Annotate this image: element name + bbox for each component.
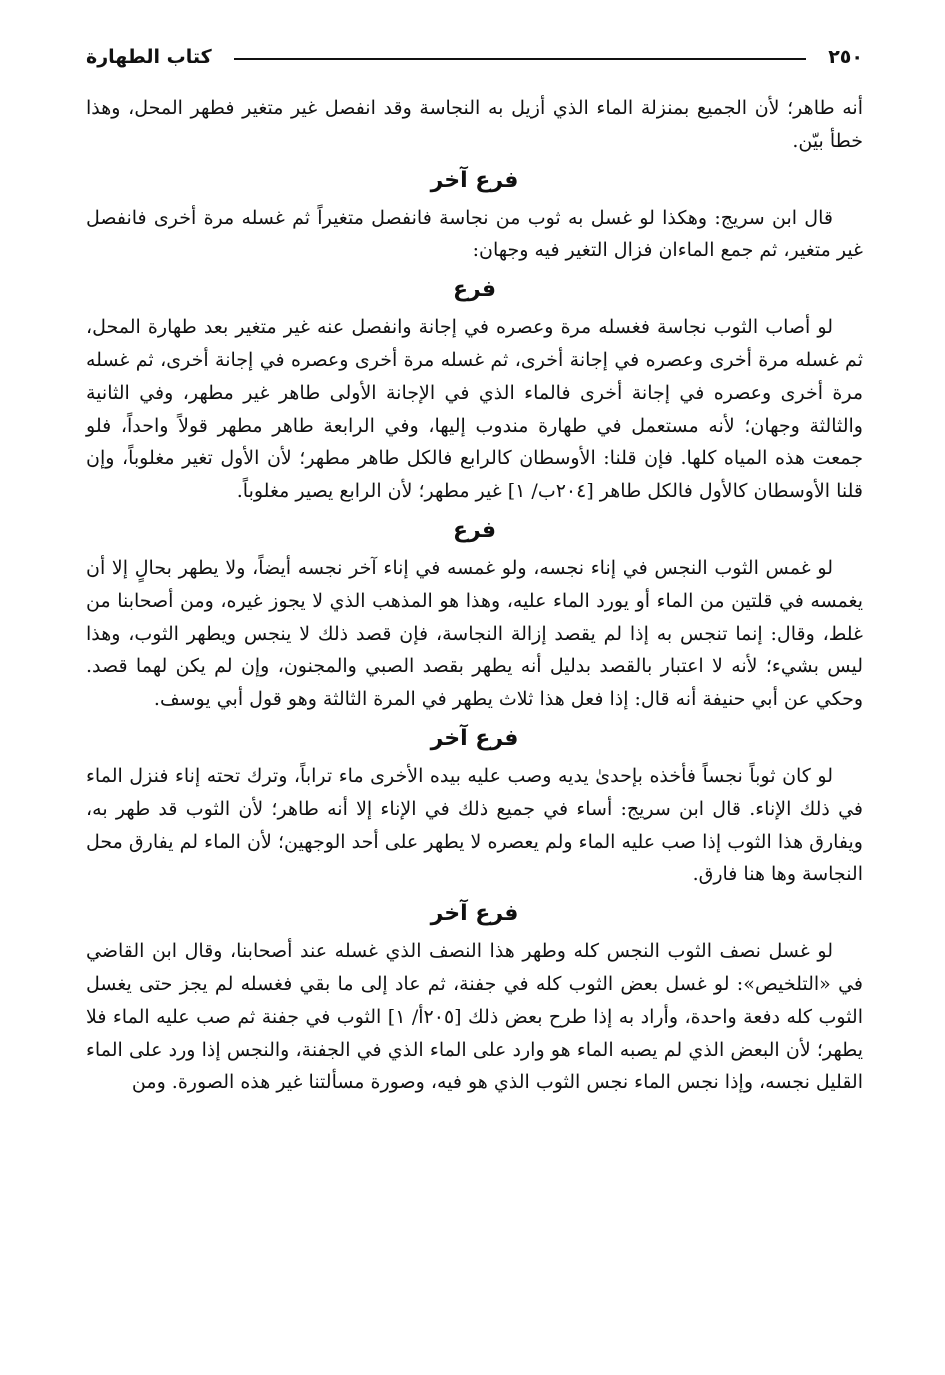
section-heading: فرع آخر	[430, 901, 519, 927]
paragraph: لو غسل نصف الثوب النجس كله وطهر هذا النصف الذي غسله عند أصحابنا، وقال ابن القاضي في «التلخيص»: لو غسل بعض الثوب كله في جفنة، ثم عاد إلى ما بقي فغسله لم يجز حتى يغسل الثوب كله دفعة واحدة، وأراد به إذا طرح بعض ذلك [٢٠٥أ/ ١] الثوب في جفنة ثم صب عليه الماء فلا يطهر؛ لأن البعض الذي لم يصبه الماء هو وارد على الماء الذي في الجفنة، والنجس إذا ورد على الماء القليل نجسه، وإذا نجس الماء نجس الثوب الذي هو فيه، وصورة مسألتنا غير هذه الصورة. ومن	[86, 940, 863, 1094]
page-number: ٢٥٠	[828, 46, 863, 68]
paragraph: لو أصاب الثوب نجاسة فغسله مرة وعصره في إجانة وانفصل عنه غير متغير بعد طهارة المحل، ثم غسله مرة أخرى وعصره في إجانة أخرى، ثم غسله مرة أخرى وعصره في إجانة أخرى، ثم غسله مرة أخرى وعصره في إجانة أخرى فالماء الذي في الإجانة الأولى طاهر غير مطهر، وفي الثانية والثالثة وجهان؛ لأنه مستعمل في طهارة مندوب إليها، وفي الرابعة طاهر مطهر قولاً واحداً، فلو جمعت هذه المياه كلها. فإن قلنا: الأوسطان كالرابع فالكل طاهر مطهر؛ لأن الأول تغير مغلوباً، وإن قلنا الأوسطان كالأول فالكل طاهر [٢٠٤ب/ ١] غير مطهر؛ لأن الرابع يصير مغلوباً.	[86, 316, 863, 503]
book-title: كتاب الطهارة	[86, 46, 212, 68]
paragraph: لو غمس الثوب النجس في إناء نجسه، ولو غمسه في إناء آخر نجسه أيضاً، ولا يطهر بحالٍ إلا أن يغمسه في قلتين من الماء أو يورد الماء عليه، وهذا هو المذهب الذي لا يجوز غيره، ومن أصحابنا من غلط، وقال: إنما تنجس به إذا لم يقصد إزالة النجاسة، فإن قصد ذلك لا ينجس ويطهر الثوب، وهذا ليس بشيء؛ لأنه لا اعتبار بالقصد بدليل أنه يطهر بقصد الصبي والمجنون، وإن لم يكن لهما قصد. وحكي عن أبي حنيفة أنه قال: إذا فعل هذا ثلاث يطهر في المرة الثالثة وهو قول أبي يوسف.	[86, 556, 863, 711]
page-header	[86, 40, 863, 74]
paragraph-continuation: أنه طاهر؛ لأن الجميع بمنزلة الماء الذي أزيل به النجاسة وقد انفصل غير متغير فطهر المحل، وهذا خطأ بيّن.	[86, 97, 863, 152]
paragraph: قال ابن سريج: وهكذا لو غسل به ثوب من نجاسة فانفصل متغيراً ثم غسله مرة أخرى فانفصل غير متغير، ثم جمع الماءان فزال التغير فيه وجهان:	[86, 206, 863, 262]
header-rule	[234, 58, 807, 60]
page-content	[86, 92, 863, 1099]
paragraph: لو كان ثوباً نجساً فأخذه بإحدىٰ يديه وصب عليه بيده الأخرى ماء تراباً، وترك تحته إناء فنزل الماء في ذلك الإناء. قال ابن سريج: أساء في جميع ذلك في الإناء إلا أنه طاهر؛ لأن الثوب قد طهر به، ويفارق هذا الثوب إذا صب عليه الماء ولم يعصره لا يطهر على أحد الوجهين؛ لأن الماء لم يفارق محل النجاسة وها هنا فارق.	[86, 764, 863, 886]
section-heading: فرع	[452, 517, 497, 543]
section-heading: فرع آخر	[430, 167, 519, 193]
section-heading: فرع	[452, 277, 497, 303]
section-heading: فرع آخر	[430, 725, 519, 751]
